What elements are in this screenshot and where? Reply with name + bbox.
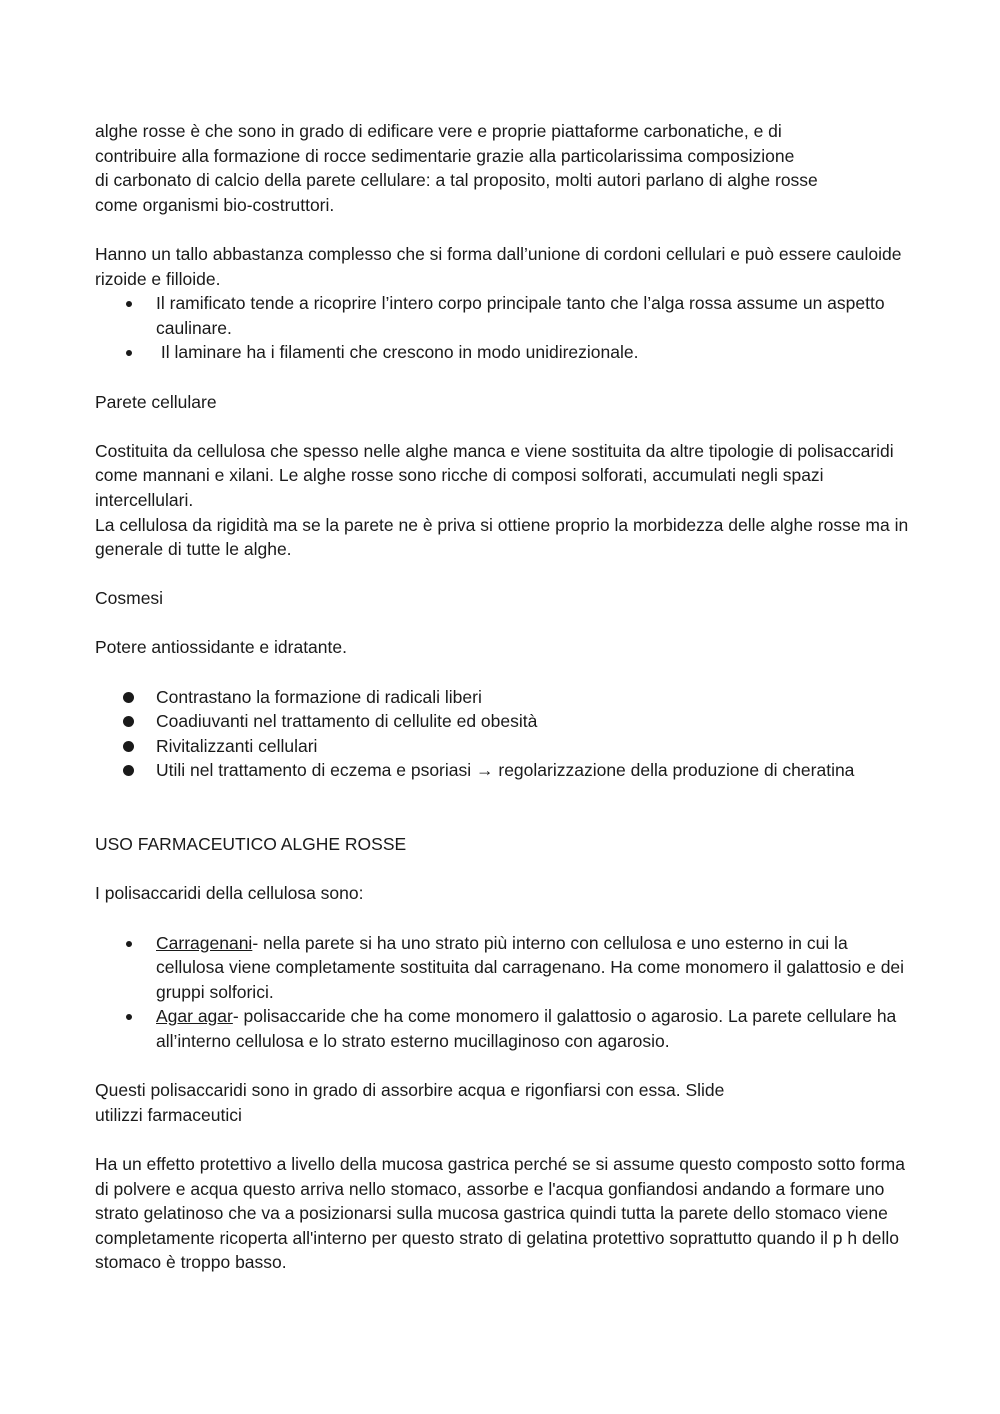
intro-line: di carbonato di calcio della parete cellulare: a tal proposito, molti autori parlano di alghe rosse: [95, 170, 818, 191]
list-item: Contrastano la formazione di radicali liberi: [95, 685, 910, 710]
list-item: Il ramificato tende a ricoprire l’intero corpo principale tanto che l’alga rossa assume un aspetto caulinare.: [95, 291, 910, 340]
parete-paragraph: La cellulosa da rigidità ma se la parete ne è priva si ottiene proprio la morbidezza delle alghe rosse ma in generale di tutte le alghe.: [95, 514, 909, 560]
section-heading-parete: Parete cellulare: [95, 391, 217, 412]
list-item: Carragenani- nella parete si ha uno strato più interno con cellulosa e uno esterno in cui la cellulosa viene completamente sostituita dal carragenano. Ha come monomero il galattosio e dei gruppi solforici.: [95, 931, 910, 1005]
tallo-list: [95, 291, 910, 365]
farmaceutico-intro: I polisaccaridi della cellulosa sono:: [95, 883, 364, 904]
intro-line: alghe rosse è che sono in grado di edificare vere e proprie piattaforme carbonatiche, e di: [95, 121, 782, 141]
farmaceutico-paragraph: Questi polisaccaridi sono in grado di assorbire acqua e rigonfiarsi con essa. Slide utilizzi farmaceutici: [95, 1080, 725, 1125]
list-item: Utili nel trattamento di eczema e psoriasi → regolarizzazione della produzione di cheratina: [95, 758, 910, 783]
section-heading-cosmesi: Cosmesi: [95, 588, 164, 609]
polisaccaridi-list: [95, 931, 910, 1054]
section-heading-farmaceutico: USO FARMACEUTICO ALGHE ROSSE: [95, 834, 407, 855]
farmaceutico-paragraph: Ha un effetto protettivo a livello della mucosa gastrica perché se si assume questo composto sotto forma di polvere e acqua questo arriva nello stomaco, assorbe e l'acqua gonfiandosi andando a formare uno strato gelatinoso che va a posizionarsi sulla mucosa gastrica quindi tutta la parete dello stomaco viene completamente ricoperta all'interno per questo strato di gelatina protettivo soprattutto quando il p h dello stomaco è troppo basso.: [95, 1153, 905, 1273]
cosmesi-paragraph: Potere antiossidante e idratante.: [95, 637, 347, 658]
tallo-paragraph: Hanno un tallo abbastanza complesso che si forma dall’unione di cordoni cellulari e può essere cauloide rizoide e filloide.: [95, 243, 902, 289]
intro-paragraph: [95, 119, 910, 217]
term-carragenani: Carragenani: [156, 932, 253, 953]
intro-line: contribuire alla formazione di rocce sedimentarie grazie alla particolarissima composizione: [95, 145, 795, 166]
list-item: Rivitalizzanti cellulari: [95, 734, 910, 759]
list-item: Coadiuvanti nel trattamento di cellulite ed obesità: [95, 709, 910, 734]
list-item: Agar agar- polisaccaride che ha come monomero il galattosio o agarosio. La parete cellulare ha all’interno cellulosa e lo strato esterno mucillaginoso con agarosio.: [95, 1004, 910, 1053]
term-agar-agar: Agar agar: [156, 1006, 233, 1027]
cosmesi-list: [95, 685, 910, 783]
intro-line: come organismi bio-costruttori.: [95, 194, 335, 215]
list-item: Il laminare ha i filamenti che crescono in modo unidirezionale.: [95, 340, 910, 365]
parete-paragraph: Costituita da cellulosa che spesso nelle alghe manca e viene sostituita da altre tipologie di polisaccaridi come mannani e xilani. Le alghe rosse sono ricche di composi solforati, accumulati negli spazi intercellulari.: [95, 440, 894, 510]
